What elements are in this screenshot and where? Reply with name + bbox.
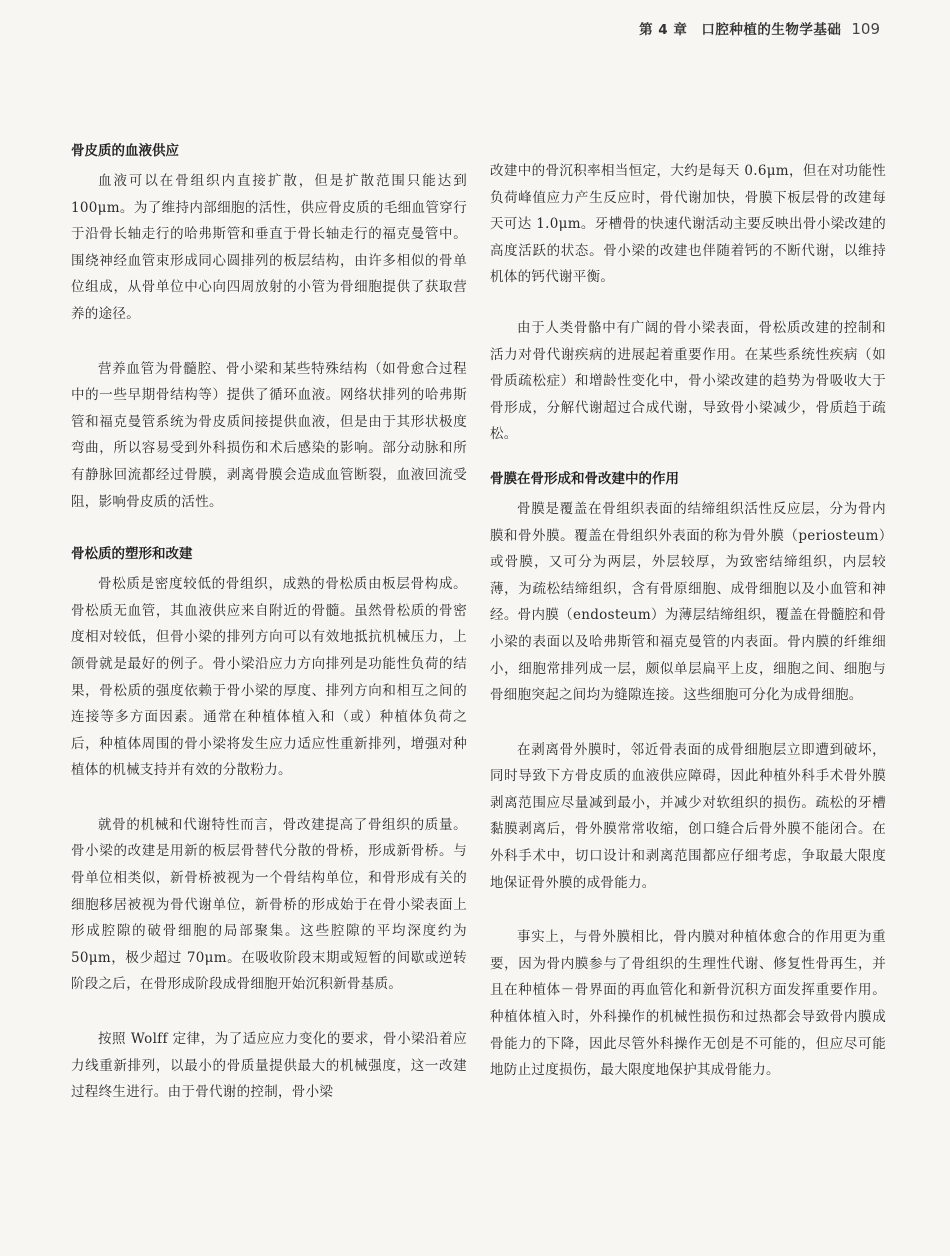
paragraph: 在剥离骨外膜时，邻近骨表面的成骨细胞层立即遭到破坏，同时导致下方骨皮质的血液供应障碍，因此种植外科手术骨外膜剥离范围应尽量减到最小，并减少对软组织的损伤。疏松的牙槽黏膜剥离后，骨外膜常常收缩，创口缝合后骨外膜不能闭合。在外科手术中，切口设计和剥离范围都应仔细考虑，争取最大限度地保证骨外膜的成骨能力。 bbox=[490, 741, 886, 891]
left-column bbox=[71, 140, 467, 1106]
paragraph: 骨膜是覆盖在骨组织表面的结缔组织活性反应层，分为骨内膜和骨外膜。覆盖在骨组织外表面的称为骨外膜（periosteum）或骨膜，又可分为两层，外层较厚，为致密结缔组织，内层较薄，为疏松结缔组织，含有骨原细胞、成骨细胞以及小血管和神经。骨内膜（endosteum）为薄层结缔组织，覆盖在骨髓腔和骨小梁的表面以及哈弗斯管和福克曼管的内表面。骨内膜的纤维细小，细胞常排列成一层，颇似单层扁平上皮，细胞之间、细胞与骨细胞突起之间均为缝隙连接。这些细胞可分化为成骨细胞。 bbox=[490, 500, 886, 704]
paragraph: 事实上，与骨外膜相比，骨内膜对种植体愈合的作用更为重要，因为骨内膜参与了骨组织的生理性代谢、修复性骨再生，并且在种植体－骨界面的再血管化和新骨沉积方面发挥重要作用。种植体植入时，外科操作的机械性损伤和过热都会导致骨内膜成骨能力的下降，因此尽管外科操作无创是不可能的，但应尽可能地防止过度损伤，最大限度地保护其成骨能力。 bbox=[490, 929, 886, 1079]
paragraph-continued: 改建中的骨沉积率相当恒定，大约是每天 0.6μm，但在对功能性负荷峰值应力产生反应时，骨代谢加快，骨膜下板层骨的改建每天可达 1.0μm。牙槽骨的快速代谢活动主要反映出骨小梁改建的高度活跃的状态。骨小梁的改建也伴随着钙的不断代谢，以维持机体的钙代谢平衡。 bbox=[490, 163, 886, 286]
paragraph: 就骨的机械和代谢特性而言，骨改建提高了骨组织的质量。骨小梁的改建是用新的板层骨替代分散的骨桥，形成新骨桥。与骨单位相类似，新骨桥被视为一个骨结构单位，和骨形成有关的细胞移居被视为骨代谢单位，新骨桥的形成始于在骨小梁表面上形成腔隙的破骨细胞的局部聚集。这些腔隙的平均深度约为 50μm，极少超过 70μm。在吸收阶段末期或短暂的间歇或逆转阶段之后，在骨形成阶段成骨细胞开始沉积新骨基质。 bbox=[71, 816, 467, 993]
section-heading-cortical-blood-supply: 骨皮质的血液供应 bbox=[71, 143, 179, 159]
paragraph: 营养血管为骨髓腔、骨小梁和某些特殊结构（如骨愈合过程中的一些早期骨结构等）提供了循环血液。网络状排列的哈弗斯管和福克曼管系统为骨皮质间接提供血液，但是由于其形状极度弯曲，所以容易受到外科损伤和术后感染的影响。部分动脉和所有静脉回流都经过骨膜，剥离骨膜会造成血管断裂，血液回流受阻，影响骨皮质的活性。 bbox=[71, 360, 467, 510]
paragraph: 按照 Wolff 定律，为了适应应力变化的要求，骨小梁沿着应力线重新排列，以最小的骨质量提供最大的机械强度，这一改建过程终生进行。由于骨代谢的控制，骨小梁 bbox=[71, 1031, 467, 1101]
chapter-title: 第 4 章 口腔种植的生物学基础 bbox=[639, 22, 842, 38]
paragraph: 由于人类骨骼中有广阔的骨小梁表面，骨松质改建的控制和活力对骨代谢疾病的进展起着重要作用。在某些系统性疾病（如骨质疏松症）和增龄性变化中，骨小梁改建的趋势为骨吸收大于骨形成，分解代谢超过合成代谢，导致骨小梁减少，骨质趋于疏松。 bbox=[490, 319, 886, 443]
right-column bbox=[490, 158, 886, 1084]
section-heading-periosteum: 骨膜在骨形成和骨改建中的作用 bbox=[490, 470, 679, 487]
running-header bbox=[639, 18, 880, 38]
paragraph: 血液可以在骨组织内直接扩散，但是扩散范围只能达到 100μm。为了维持内部细胞的活性，供应骨皮质的毛细血管穿行于沿骨长轴走行的哈弗斯管和垂直于骨长轴走行的福克曼管中。围绕神经血管束形成同心圆排列的板层结构，由许多相似的骨单位组成，从骨单位中心向四周放射的小管为骨细胞提供了获取营养的途径。 bbox=[71, 173, 467, 322]
page-number: 109 bbox=[851, 20, 880, 38]
paragraph: 骨松质是密度较低的骨组织，成熟的骨松质由板层骨构成。骨松质无血管，其血液供应来自附近的骨髓。虽然骨松质的骨密度相对较低，但骨小梁的排列方向可以有效地抵抗机械压力，上颌骨就是最好的例子。骨小梁沿应力方向排列是功能性负荷的结果，骨松质的强度依赖于骨小梁的厚度、排列方向和相互之间的连接等多方面因素。通常在种植体植入和（或）种植体负荷之后，种植体周围的骨小梁将发生应力适应性重新排列，增强对种植体的机械支持并有效的分散粉力。 bbox=[71, 576, 467, 779]
section-heading-cancellous-remodeling: 骨松质的塑形和改建 bbox=[71, 546, 193, 563]
